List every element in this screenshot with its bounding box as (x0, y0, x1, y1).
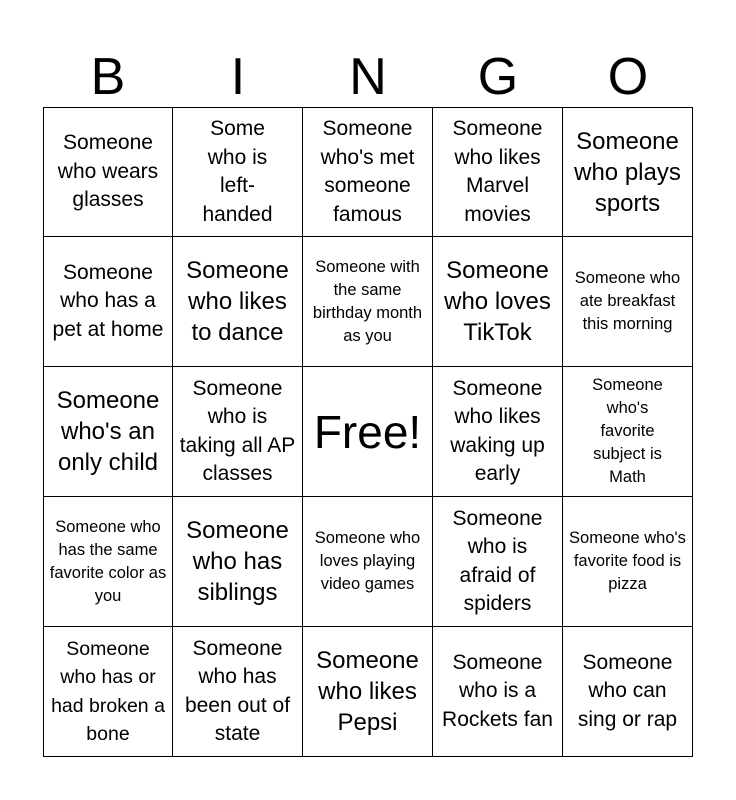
cell-text: Someone who plays sports (574, 127, 681, 217)
bingo-cell[interactable] (173, 497, 303, 627)
cell-text: Someone who has or had broken a bone (51, 637, 165, 745)
bingo-cell[interactable] (433, 497, 563, 627)
bingo-cell[interactable] (563, 237, 693, 367)
bingo-cell[interactable] (173, 367, 303, 497)
bingo-cell[interactable] (43, 367, 173, 497)
bingo-cell[interactable] (43, 107, 173, 237)
cell-text: Someone who's favorite food is pizza (569, 529, 686, 593)
bingo-cell[interactable] (303, 497, 433, 627)
free-space-cell[interactable] (303, 367, 433, 497)
cell-text: Someone who is a Rockets fan (442, 650, 553, 731)
cell-text: Someone who loves TikTok (444, 257, 551, 346)
cell-text: Someone who can sing or rap (577, 650, 678, 731)
bingo-cell[interactable] (433, 367, 563, 497)
bingo-cell[interactable] (43, 627, 173, 757)
bingo-cell[interactable] (43, 497, 173, 627)
bingo-cell[interactable] (303, 237, 433, 367)
cell-text: Someone who wears glasses (57, 131, 159, 212)
bingo-cell[interactable] (173, 107, 303, 237)
cell-text: Someone with the same birthday month as you (312, 257, 423, 345)
cell-text: Someone who has the same favorite color as you (49, 517, 167, 605)
cell-text: Someone who has been out of state (184, 636, 291, 745)
cell-text: Someone who ate breakfast this morning (574, 269, 681, 333)
header-letter-n: N (349, 48, 387, 106)
bingo-cell[interactable] (173, 237, 303, 367)
header-letter-i: I (230, 48, 246, 106)
cell-text: Someone who is afraid of spiders (452, 506, 543, 615)
bingo-cell[interactable] (433, 107, 563, 237)
header-letter-o: O (607, 48, 649, 106)
bingo-cell[interactable] (173, 627, 303, 757)
cell-text: Someone who has siblings (186, 517, 289, 606)
cell-text: Some who is left-handed (202, 117, 273, 226)
bingo-cell[interactable] (303, 627, 433, 757)
bingo-board (43, 107, 693, 757)
cell-text: Someone who has a pet at home (52, 260, 164, 341)
cell-text: Someone who likes to dance (186, 257, 289, 346)
cell-text: Someone who's favorite subject is Math (592, 376, 663, 486)
bingo-header (43, 48, 693, 106)
bingo-cell[interactable] (563, 107, 693, 237)
bingo-cell[interactable] (563, 627, 693, 757)
cell-text: Someone who is taking all AP classes (179, 376, 296, 485)
bingo-cell[interactable] (433, 627, 563, 757)
header-letter-g: G (477, 48, 519, 106)
cell-text: Someone who likes waking up early (450, 376, 545, 485)
cell-text: Someone who likes Marvel movies (452, 117, 543, 226)
cell-text: Someone who's met someone famous (320, 117, 415, 226)
bingo-cell[interactable] (433, 237, 563, 367)
bingo-cell[interactable] (43, 237, 173, 367)
cell-text: Someone who likes Pepsi (316, 647, 419, 736)
header-letter-b: B (90, 48, 126, 106)
cell-text: Someone who loves playing video games (314, 529, 421, 593)
bingo-cell[interactable] (563, 367, 693, 497)
bingo-cell[interactable] (563, 497, 693, 627)
cell-text: Someone who's an only child (56, 387, 160, 476)
bingo-cell[interactable] (303, 107, 433, 237)
free-space-text: Free! (313, 405, 422, 458)
